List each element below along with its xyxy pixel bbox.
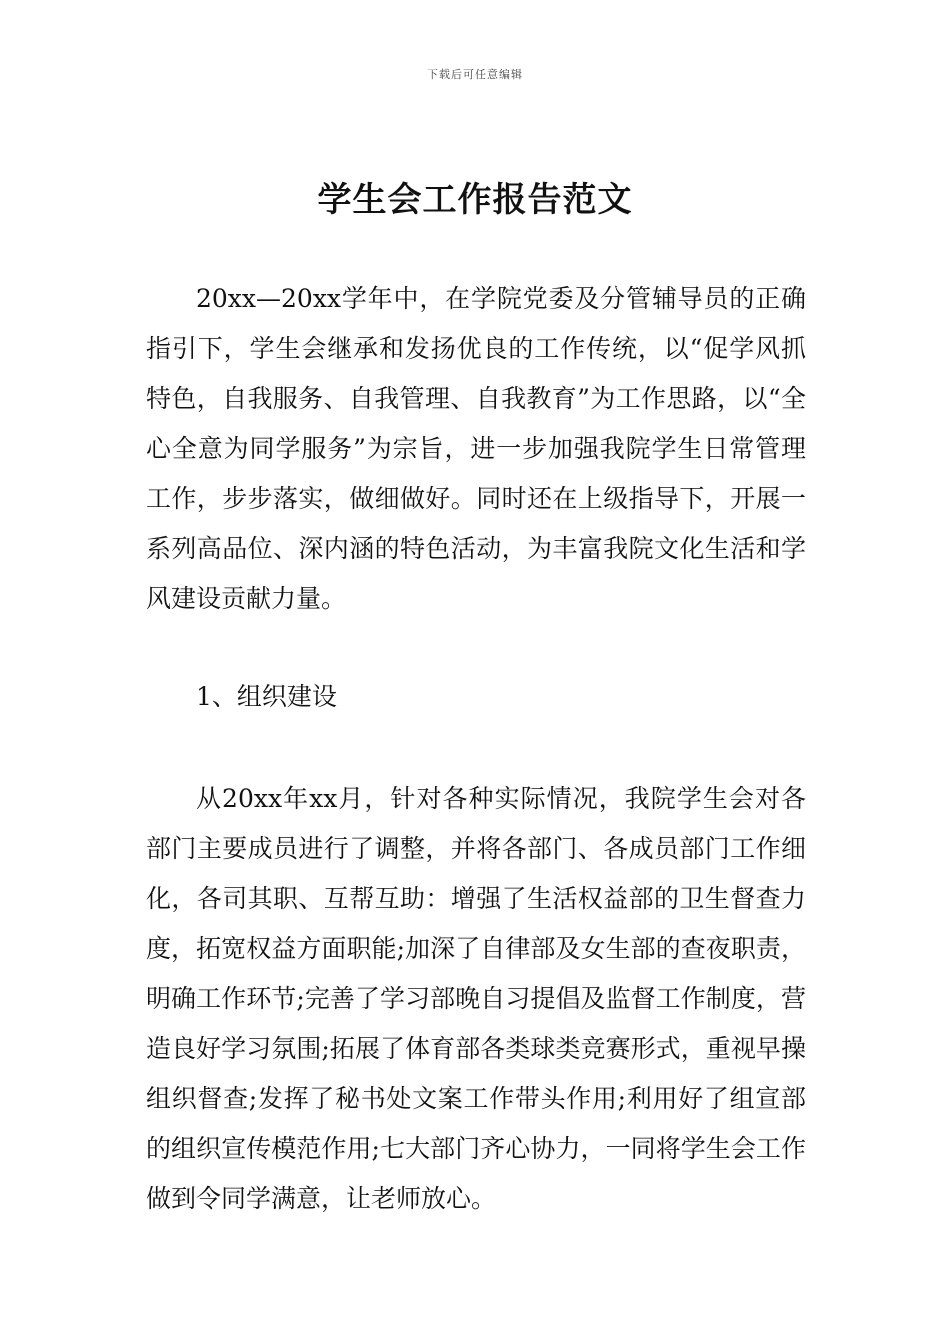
header-note: 下载后可任意编辑 bbox=[427, 68, 523, 81]
document-title: 学生会工作报告范文 bbox=[317, 180, 633, 220]
section-heading-organization: 1、组织建设 bbox=[196, 682, 337, 711]
paragraph-organization: 从20xx年xx月，针对各种实际情况，我院学生会对各部门主要成员进行了调整，并将各部门、各成员部门工作细化，各司其职、互帮互助：增强了生活权益部的卫生督查力度，拓宽权益方面职能;加深了自律部及女生部的查夜职责，明确工作环节;完善了学习部晚自习提倡及监督工作制度，营造良好学习氛围;拓展了体育部各类球类竞赛形式，重视早操组织督查;发挥了秘书处文案工作带头作用;利用好了组宣部的组织宣传模范作用;七大部门齐心协力，一同将学生会工作做到令同学满意，让老师放心。 bbox=[146, 784, 806, 1213]
paragraph-intro: 20xx—20xx学年中，在学院党委及分管辅导员的正确指引下，学生会继承和发扬优良的工作传统，以“促学风抓特色，自我服务、自我管理、自我教育”为工作思路，以“全心全意为同学服务”为宗旨，进一步加强我院学生日常管理工作，步步落实，做细做好。同时还在上级指导下，开展一系列高品位、深内涵的特色活动，为丰富我院文化生活和学风建设贡献力量。 bbox=[146, 284, 806, 613]
